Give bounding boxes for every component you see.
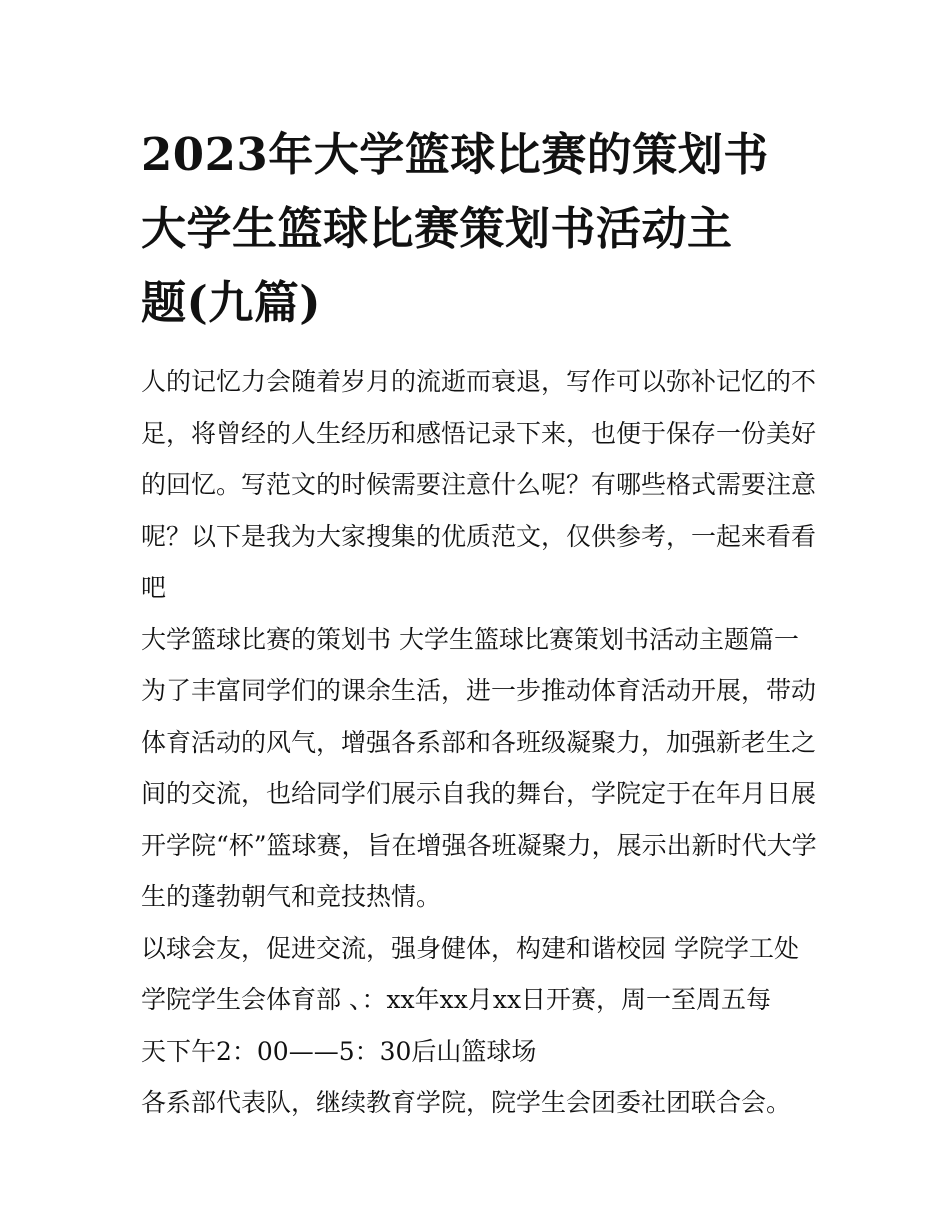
text-line: 体育活动的风气，增强各系部和各班级凝聚力，加强新老生之 xyxy=(141,727,817,757)
section-heading-paragraph xyxy=(141,614,813,666)
text-line: 为了丰富同学们的课余生活，进一步推动体育活动开展，带动 xyxy=(141,676,817,705)
text-line: 大学篮球比赛的策划书 大学生篮球比赛策划书活动主题篇一 xyxy=(141,624,799,654)
title-line: 大学生篮球比赛策划书活动主 xyxy=(141,202,733,255)
text-line: 以球会友，促进交流，强身健体，构建和谐校园 学院学工处 xyxy=(141,933,799,963)
intro-paragraph xyxy=(141,356,817,614)
text-line: 生的蓬勃朝气和竞技热情。 xyxy=(141,882,442,911)
text-line: 吧 xyxy=(141,573,167,602)
document-page xyxy=(141,118,817,1129)
title-line: 题(九篇) xyxy=(141,276,322,329)
document-body xyxy=(141,356,817,1129)
text-line: 各系部代表队，继续教育学院，院学生会团委社团联合会。 xyxy=(141,1088,792,1117)
purpose-paragraph xyxy=(141,665,817,923)
text-line: 呢？以下是我为大家搜集的优质范文，仅供参考，一起来看看 xyxy=(141,521,817,551)
text-line: 开学院“杯”篮球赛，旨在增强各班凝聚力，展示出新时代大学 xyxy=(141,830,817,860)
text-line: 足，将曾经的人生经历和感悟记录下来，也便于保存一份美好 xyxy=(141,418,817,448)
title-line: 2023年大学篮球比赛的策划书 xyxy=(141,128,769,181)
text-line: 学院学生会体育部 、：xx年xx月xx日开赛，周一至周五每 xyxy=(141,985,772,1014)
text-line: 人的记忆力会随着岁月的流逝而衰退，写作可以弥补记忆的不 xyxy=(141,367,817,396)
text-line: 天下午2：00——5：30后山篮球场 xyxy=(141,1036,537,1066)
details-paragraph xyxy=(141,923,813,1078)
text-line: 的回忆。写范文的时候需要注意什么呢？有哪些格式需要注意 xyxy=(141,470,817,499)
text-line: 间的交流，也给同学们展示自我的舞台，学院定于在年月日展 xyxy=(141,779,817,808)
participants-paragraph xyxy=(141,1077,813,1129)
document-title xyxy=(141,118,813,340)
